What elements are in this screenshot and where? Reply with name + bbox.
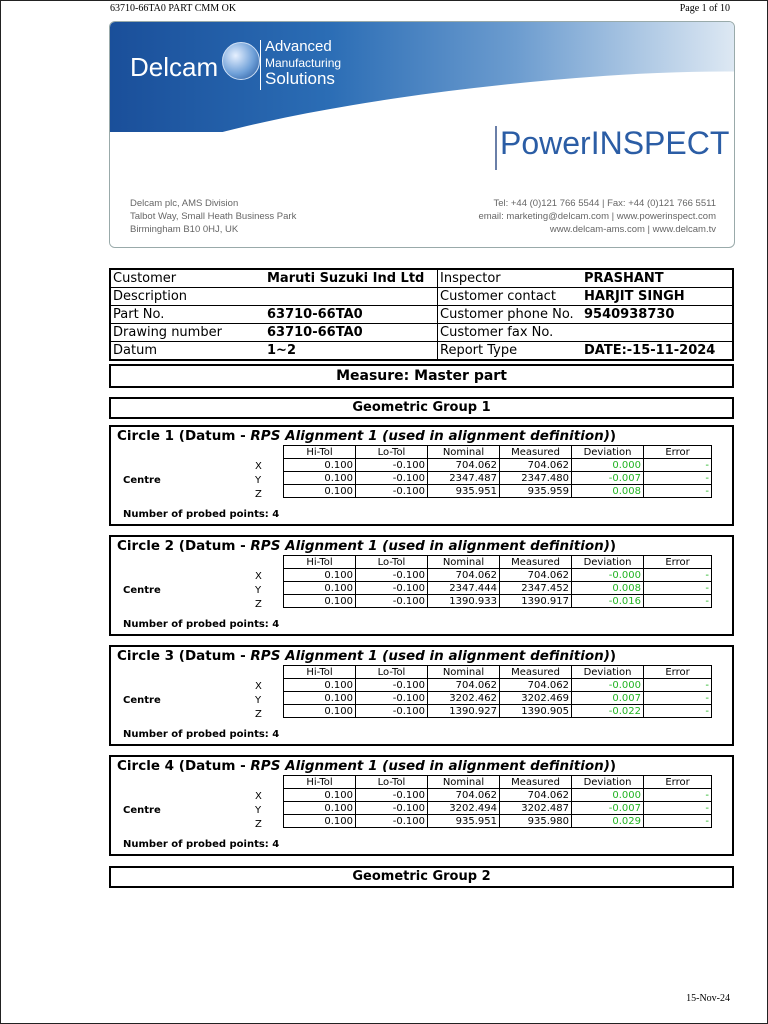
probed-points: Number of probed points: 4 bbox=[123, 839, 280, 850]
cell-lo: -0.100 bbox=[356, 459, 428, 472]
cell-hi: 0.100 bbox=[284, 679, 356, 692]
column-header: Deviation bbox=[572, 666, 644, 679]
info-label: Description bbox=[110, 288, 265, 306]
column-header: Hi-Tol bbox=[284, 666, 356, 679]
cell-meas: 704.062 bbox=[500, 679, 572, 692]
cell-hi: 0.100 bbox=[284, 459, 356, 472]
table-row bbox=[284, 802, 712, 815]
measurement-table bbox=[283, 445, 712, 498]
document-header-title: 63710-66TA0 PART CMM OK bbox=[110, 3, 237, 14]
product-divider bbox=[495, 126, 497, 170]
measurement-table bbox=[283, 775, 712, 828]
tagline-line: Advanced bbox=[265, 38, 332, 55]
table-row bbox=[284, 679, 712, 692]
info-label: Customer fax No. bbox=[438, 324, 583, 342]
info-label: Part No. bbox=[110, 306, 265, 324]
cell-lo: -0.100 bbox=[356, 582, 428, 595]
column-header: Deviation bbox=[572, 446, 644, 459]
cell-meas: 3202.469 bbox=[500, 692, 572, 705]
cell-lo: -0.100 bbox=[356, 679, 428, 692]
column-header: Hi-Tol bbox=[284, 556, 356, 569]
feature-title: Circle 1 (Datum - RPS Alignment 1 (used in alignment definition)) bbox=[117, 428, 617, 444]
cell-hi: 0.100 bbox=[284, 705, 356, 718]
feature-name: Circle 2 bbox=[117, 538, 175, 554]
cell-nom: 2347.487 bbox=[428, 472, 500, 485]
axis-label: Z bbox=[255, 489, 262, 500]
column-header: Measured bbox=[500, 446, 572, 459]
cell-nom: 704.062 bbox=[428, 459, 500, 472]
company-address bbox=[130, 197, 296, 236]
info-label: Inspector bbox=[438, 269, 583, 288]
cell-err: - bbox=[644, 569, 712, 582]
page-number: Page 1 of 10 bbox=[679, 3, 730, 14]
cell-err: - bbox=[644, 679, 712, 692]
feature-datum: RPS Alignment 1 (used in alignment definition) bbox=[250, 538, 610, 554]
cell-hi: 0.100 bbox=[284, 485, 356, 498]
cell-nom: 704.062 bbox=[428, 679, 500, 692]
cell-nom: 2347.444 bbox=[428, 582, 500, 595]
axis-label: Y bbox=[255, 475, 262, 486]
info-row bbox=[110, 288, 733, 306]
footer-date: 15-Nov-24 bbox=[686, 993, 730, 1004]
info-row bbox=[110, 342, 733, 361]
cell-meas: 3202.487 bbox=[500, 802, 572, 815]
cell-nom: 935.951 bbox=[428, 815, 500, 828]
info-label: Datum bbox=[110, 342, 265, 361]
centre-label: Centre bbox=[123, 475, 161, 486]
cell-meas: 1390.905 bbox=[500, 705, 572, 718]
measurement-table bbox=[283, 555, 712, 608]
table-row bbox=[284, 789, 712, 802]
address-line: Birmingham B10 0HJ, UK bbox=[130, 224, 239, 235]
probed-points: Number of probed points: 4 bbox=[123, 729, 280, 740]
delcam-logo: Delcam bbox=[130, 52, 219, 82]
cell-err: - bbox=[644, 802, 712, 815]
column-header: Error bbox=[644, 776, 712, 789]
info-value bbox=[265, 288, 438, 306]
table-row bbox=[284, 582, 712, 595]
column-header: Lo-Tol bbox=[356, 446, 428, 459]
cell-nom: 935.951 bbox=[428, 485, 500, 498]
cell-dev: -0.000 bbox=[572, 569, 644, 582]
axis-label: Y bbox=[255, 585, 262, 596]
cell-hi: 0.100 bbox=[284, 692, 356, 705]
cell-meas: 935.959 bbox=[500, 485, 572, 498]
centre-label: Centre bbox=[123, 695, 161, 706]
cell-nom: 704.062 bbox=[428, 569, 500, 582]
info-label: Drawing number bbox=[110, 324, 265, 342]
centre-label: Centre bbox=[123, 805, 161, 816]
cell-err: - bbox=[644, 705, 712, 718]
feature-name: Circle 4 bbox=[117, 758, 175, 774]
column-header: Hi-Tol bbox=[284, 446, 356, 459]
table-row bbox=[284, 705, 712, 718]
column-header: Measured bbox=[500, 776, 572, 789]
probed-points: Number of probed points: 4 bbox=[123, 509, 280, 520]
cell-dev: 0.008 bbox=[572, 582, 644, 595]
column-header: Nominal bbox=[428, 776, 500, 789]
feature-name: Circle 1 bbox=[117, 428, 175, 444]
column-header: Deviation bbox=[572, 556, 644, 569]
table-row bbox=[284, 692, 712, 705]
info-row bbox=[110, 324, 733, 342]
product-name: PowerINSPECT bbox=[500, 125, 730, 161]
group-title: Geometric Group 1 bbox=[109, 397, 734, 419]
measurement-table bbox=[283, 665, 712, 718]
cell-meas: 1390.917 bbox=[500, 595, 572, 608]
feature-datum: RPS Alignment 1 (used in alignment definition) bbox=[250, 428, 610, 444]
probed-points: Number of probed points: 4 bbox=[123, 619, 280, 630]
info-value: 1~2 bbox=[265, 342, 438, 361]
feature-title: Circle 3 (Datum - RPS Alignment 1 (used in alignment definition)) bbox=[117, 648, 617, 664]
info-row bbox=[110, 269, 733, 288]
cell-lo: -0.100 bbox=[356, 802, 428, 815]
report-info-table bbox=[109, 268, 734, 361]
cell-dev: -0.000 bbox=[572, 679, 644, 692]
table-header-row bbox=[284, 666, 712, 679]
table-row bbox=[284, 459, 712, 472]
column-header: Lo-Tol bbox=[356, 666, 428, 679]
column-header: Lo-Tol bbox=[356, 776, 428, 789]
info-value: 63710-66TA0 bbox=[265, 324, 438, 342]
column-header: Error bbox=[644, 446, 712, 459]
cell-nom: 704.062 bbox=[428, 789, 500, 802]
measure-banner bbox=[109, 364, 734, 388]
cell-dev: 0.029 bbox=[572, 815, 644, 828]
cell-hi: 0.100 bbox=[284, 582, 356, 595]
axis-label: X bbox=[255, 461, 262, 472]
cell-err: - bbox=[644, 789, 712, 802]
cell-lo: -0.100 bbox=[356, 569, 428, 582]
info-label: Customer contact bbox=[438, 288, 583, 306]
cell-hi: 0.100 bbox=[284, 789, 356, 802]
cell-lo: -0.100 bbox=[356, 595, 428, 608]
cell-dev: 0.007 bbox=[572, 692, 644, 705]
info-value: 63710-66TA0 bbox=[265, 306, 438, 324]
cell-lo: -0.100 bbox=[356, 692, 428, 705]
column-header: Lo-Tol bbox=[356, 556, 428, 569]
column-header: Measured bbox=[500, 556, 572, 569]
cell-err: - bbox=[644, 459, 712, 472]
centre-label: Centre bbox=[123, 585, 161, 596]
globe-icon bbox=[222, 42, 260, 80]
cell-err: - bbox=[644, 472, 712, 485]
cell-lo: -0.100 bbox=[356, 815, 428, 828]
cell-hi: 0.100 bbox=[284, 472, 356, 485]
feature-datum: RPS Alignment 1 (used in alignment definition) bbox=[250, 648, 610, 664]
cell-err: - bbox=[644, 595, 712, 608]
cell-nom: 3202.494 bbox=[428, 802, 500, 815]
info-value: PRASHANT bbox=[582, 269, 733, 288]
column-header: Error bbox=[644, 556, 712, 569]
cell-dev: -0.007 bbox=[572, 802, 644, 815]
cell-meas: 2347.480 bbox=[500, 472, 572, 485]
axis-label: X bbox=[255, 571, 262, 582]
info-row bbox=[110, 306, 733, 324]
cell-lo: -0.100 bbox=[356, 705, 428, 718]
cell-meas: 704.062 bbox=[500, 459, 572, 472]
table-header-row bbox=[284, 776, 712, 789]
cell-hi: 0.100 bbox=[284, 815, 356, 828]
cell-dev: -0.007 bbox=[572, 472, 644, 485]
feature-block bbox=[109, 755, 734, 856]
info-label: Customer phone No. bbox=[438, 306, 583, 324]
cell-hi: 0.100 bbox=[284, 802, 356, 815]
tagline-line: Manufacturing bbox=[265, 56, 342, 70]
cell-err: - bbox=[644, 485, 712, 498]
group-title: Geometric Group 2 bbox=[109, 866, 734, 888]
contact-line: www.delcam-ams.com | www.delcam.tv bbox=[549, 224, 716, 235]
cell-hi: 0.100 bbox=[284, 595, 356, 608]
table-row bbox=[284, 595, 712, 608]
company-banner bbox=[109, 21, 735, 248]
company-contact bbox=[478, 197, 716, 236]
cell-hi: 0.100 bbox=[284, 569, 356, 582]
axis-label: Z bbox=[255, 599, 262, 610]
cell-dev: -0.016 bbox=[572, 595, 644, 608]
cell-nom: 3202.462 bbox=[428, 692, 500, 705]
column-header: Nominal bbox=[428, 556, 500, 569]
contact-line: Tel: +44 (0)121 766 5544 | Fax: +44 (0)121 766 5511 bbox=[493, 198, 716, 209]
feature-title: Circle 4 (Datum - RPS Alignment 1 (used in alignment definition)) bbox=[117, 758, 617, 774]
cell-dev: 0.000 bbox=[572, 459, 644, 472]
cell-lo: -0.100 bbox=[356, 472, 428, 485]
table-row bbox=[284, 815, 712, 828]
measure-value: Master part bbox=[414, 368, 507, 384]
table-row bbox=[284, 569, 712, 582]
table-row bbox=[284, 485, 712, 498]
column-header: Measured bbox=[500, 666, 572, 679]
cell-err: - bbox=[644, 692, 712, 705]
column-header: Error bbox=[644, 666, 712, 679]
axis-label: Y bbox=[255, 805, 262, 816]
info-value: HARJIT SINGH bbox=[582, 288, 733, 306]
address-line: Delcam plc, AMS Division bbox=[130, 198, 239, 209]
cell-lo: -0.100 bbox=[356, 485, 428, 498]
cell-nom: 1390.933 bbox=[428, 595, 500, 608]
cell-err: - bbox=[644, 582, 712, 595]
info-label: Customer bbox=[110, 269, 265, 288]
logo-divider bbox=[260, 40, 261, 90]
cell-dev: 0.000 bbox=[572, 789, 644, 802]
column-header: Deviation bbox=[572, 776, 644, 789]
feature-datum: RPS Alignment 1 (used in alignment definition) bbox=[250, 758, 610, 774]
info-value: 9540938730 bbox=[582, 306, 733, 324]
column-header: Nominal bbox=[428, 666, 500, 679]
cell-meas: 2347.452 bbox=[500, 582, 572, 595]
axis-label: X bbox=[255, 791, 262, 802]
banner-tagline bbox=[265, 39, 341, 87]
cell-err: - bbox=[644, 815, 712, 828]
cell-dev: -0.022 bbox=[572, 705, 644, 718]
cell-lo: -0.100 bbox=[356, 789, 428, 802]
axis-label: Z bbox=[255, 819, 262, 830]
feature-title: Circle 2 (Datum - RPS Alignment 1 (used in alignment definition)) bbox=[117, 538, 617, 554]
info-value bbox=[582, 324, 733, 342]
feature-block bbox=[109, 645, 734, 746]
measure-label: Measure: bbox=[336, 368, 410, 384]
table-header-row bbox=[284, 446, 712, 459]
cell-meas: 704.062 bbox=[500, 789, 572, 802]
info-value: DATE:-15-11-2024 bbox=[582, 342, 733, 361]
cell-nom: 1390.927 bbox=[428, 705, 500, 718]
cell-dev: 0.008 bbox=[572, 485, 644, 498]
column-header: Hi-Tol bbox=[284, 776, 356, 789]
axis-label: Z bbox=[255, 709, 262, 720]
table-row bbox=[284, 472, 712, 485]
feature-block bbox=[109, 425, 734, 526]
axis-label: X bbox=[255, 681, 262, 692]
feature-name: Circle 3 bbox=[117, 648, 175, 664]
axis-label: Y bbox=[255, 695, 262, 706]
column-header: Nominal bbox=[428, 446, 500, 459]
contact-line: email: marketing@delcam.com | www.powerinspect.com bbox=[478, 211, 716, 222]
info-label: Report Type bbox=[438, 342, 583, 361]
info-value: Maruti Suzuki Ind Ltd bbox=[265, 269, 438, 288]
cell-meas: 935.980 bbox=[500, 815, 572, 828]
address-line: Talbot Way, Small Heath Business Park bbox=[130, 211, 297, 222]
feature-block bbox=[109, 535, 734, 636]
table-header-row bbox=[284, 556, 712, 569]
tagline-line: Solutions bbox=[265, 69, 335, 88]
cell-meas: 704.062 bbox=[500, 569, 572, 582]
